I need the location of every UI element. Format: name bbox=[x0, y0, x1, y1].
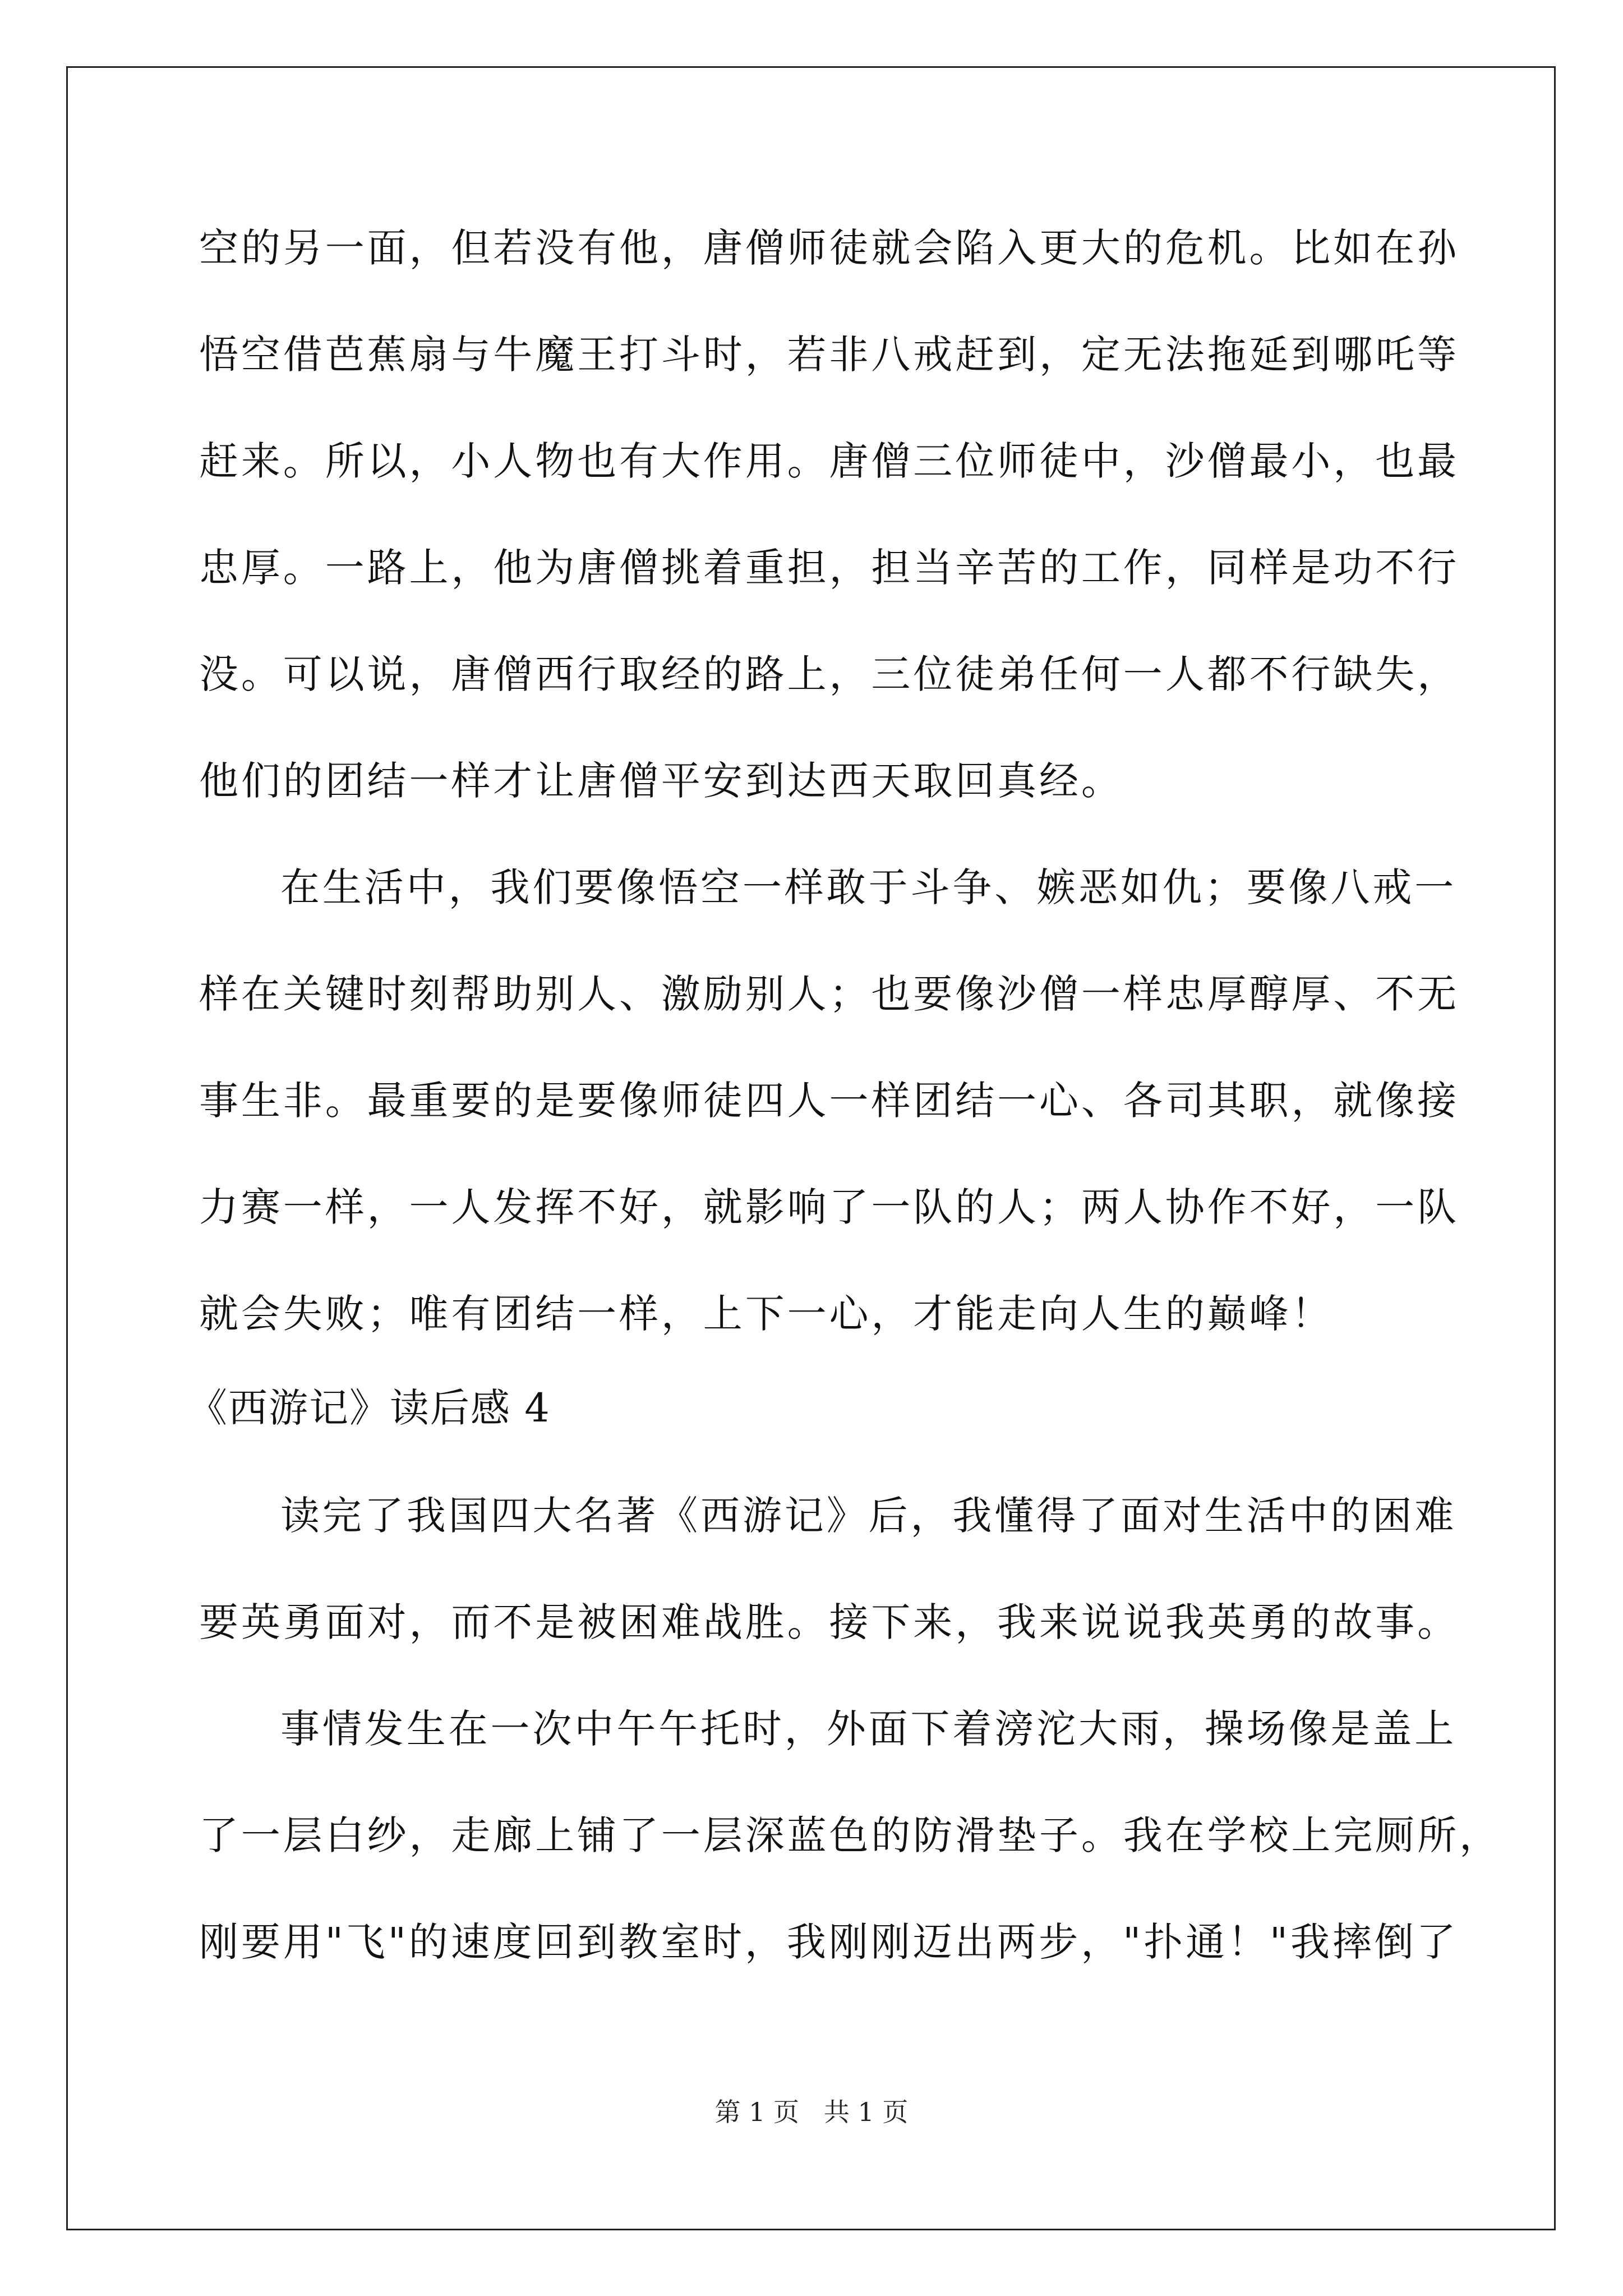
text-line-1: 空的另一面，但若没有他，唐僧师徒就会陷入更大的危机。比如在孙 bbox=[199, 225, 1459, 271]
text-line-12: 读完了我国四大名著《西游记》后，我懂得了面对生活中的困难 bbox=[280, 1493, 1457, 1539]
text-line-4: 忠厚。一路上，他为唐僧挑着重担，担当辛苦的工作，同样是功不行 bbox=[199, 545, 1459, 591]
section-heading: 《西游记》读后感 4 bbox=[188, 1385, 551, 1431]
text-line-10: 力赛一样，一人发挥不好，就影响了一队的人；两人协作不好，一队 bbox=[199, 1184, 1459, 1230]
text-line-15: 了一层白纱，走廊上铺了一层深蓝色的防滑垫子。我在学校上完厕所， bbox=[199, 1812, 1501, 1858]
text-line-8: 样在关键时刻帮助别人、激励别人；也要像沙僧一样忠厚醇厚、不无 bbox=[199, 971, 1459, 1017]
text-line-3: 赶来。所以，小人物也有大作用。唐僧三位师徒中，沙僧最小，也最 bbox=[199, 438, 1459, 484]
text-line-5: 没。可以说，唐僧西行取经的路上，三位徒弟任何一人都不行缺失， bbox=[199, 651, 1459, 697]
text-line-16: 刚要用"飞"的速度回到教室时，我刚刚迈出两步，"扑通！"我摔倒了 bbox=[199, 1919, 1459, 1965]
text-line-9: 事生非。最重要的是要像师徒四人一样团结一心、各司其职，就像接 bbox=[199, 1078, 1459, 1124]
text-line-11: 就会失败；唯有团结一样，上下一心，才能走向人生的巅峰！ bbox=[199, 1291, 1334, 1337]
page-footer: 第 1 页 共 1 页 bbox=[714, 2097, 909, 2127]
page-border bbox=[66, 66, 1556, 2230]
text-line-7: 在生活中，我们要像悟空一样敢于斗争、嫉恶如仇；要像八戒一 bbox=[280, 864, 1457, 910]
text-line-2: 悟空借芭蕉扇与牛魔王打斗时，若非八戒赶到，定无法拖延到哪吒等 bbox=[199, 332, 1459, 378]
text-line-14: 事情发生在一次中午午托时，外面下着滂沱大雨，操场像是盖上 bbox=[280, 1706, 1457, 1752]
text-line-13: 要英勇面对，而不是被困难战胜。接下来，我来说说我英勇的故事。 bbox=[199, 1599, 1459, 1645]
text-line-6: 他们的团结一样才让唐僧平安到达西天取回真经。 bbox=[199, 758, 1123, 804]
